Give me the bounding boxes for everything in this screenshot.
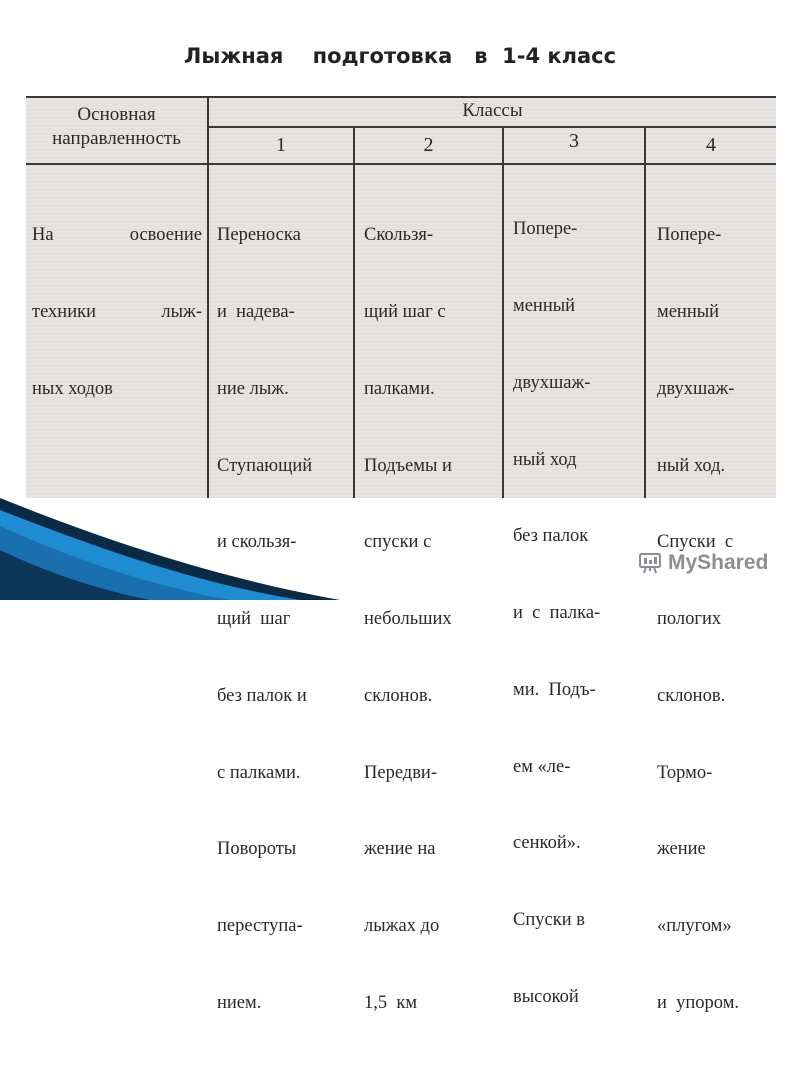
content-line: Подъемы и [364,455,452,476]
content-line: склонов. [364,685,433,706]
corner-header-line: направленность [52,128,181,149]
class-number-1: 1 [276,134,286,156]
content-line: пологих [657,609,722,630]
col-divider-2 [353,127,355,498]
presentation-board-icon [638,551,662,575]
content-line: с палками. [217,762,301,783]
class-2-content [364,172,500,1068]
content-line: ный ход [513,449,577,470]
content-line: ние лыж. [217,378,289,399]
content-line: палками. [364,378,435,399]
content-line: щий шаг с [364,301,446,322]
decorative-swoosh [0,490,340,600]
corner-header-line: Основная [77,104,156,125]
content-line: спуски с [364,532,432,553]
content-line: и скользя- [217,532,297,553]
content-line: ный ход. [657,455,726,476]
content-line: нием. [217,993,262,1013]
content-line: Переноска [217,225,301,246]
myshared-logo[interactable] [638,548,768,578]
content-line: без палок [513,526,589,547]
content-line: небольших [364,609,452,630]
content-line: Повороты [217,839,297,860]
content-line: щий шаг [217,609,291,630]
content-line: Спуски с [657,532,734,553]
content-line: лыжах до [364,916,440,937]
content-line: жение на [364,839,436,860]
content-line: высокой [513,987,579,1007]
header-class-divider [208,126,776,128]
header-bottom-border [26,163,776,165]
content-line: менный [513,295,576,316]
corner-header [26,103,207,151]
content-line: без палок и [217,685,307,706]
content-line: сенкой». [513,833,581,854]
content-line: двухшаж- [513,372,591,393]
content-line: Попере- [513,219,578,240]
classes-group-header: Классы [462,100,523,121]
slide-title: Лыжная подготовка в 1-4 класс [183,44,617,68]
content-line: Попере- [657,225,722,246]
content-line: Скользя- [364,225,434,246]
col-divider-3 [502,127,504,498]
row-label [32,172,202,454]
class-1-content [217,172,351,1068]
table-top-border [26,96,776,98]
row-label-line: ных ходов [32,378,113,399]
class-number-2: 2 [423,134,434,156]
row-label-line: На освоение [32,225,202,246]
content-line: и с палка- [513,603,601,624]
content-line: Спуски в [513,910,585,931]
content-line: Передви- [364,762,437,783]
content-line: и упором. [657,993,740,1013]
class-number-3: 3 [569,130,579,152]
class-number-4: 4 [706,134,716,156]
content-line: жение [657,839,706,860]
content-line: двухшаж- [657,378,735,399]
col-divider-4 [644,127,646,498]
content-line: менный [657,301,720,322]
class-3-content [513,166,643,1062]
content-line: Ступающий [217,455,313,476]
content-line: склонов. [657,685,726,706]
content-line: ем «ле- [513,756,571,777]
content-line: и надева- [217,301,295,322]
class-4-content [657,172,775,1068]
content-line: переступа- [217,916,303,937]
content-line: Тормо- [657,762,713,783]
content-line: 1,5 км [364,993,418,1013]
logo-text: MyShared [668,551,769,574]
content-line: «плугом» [657,916,732,937]
row-label-line: техники лыж- [32,301,202,322]
content-line: ми. Подъ- [513,679,596,700]
